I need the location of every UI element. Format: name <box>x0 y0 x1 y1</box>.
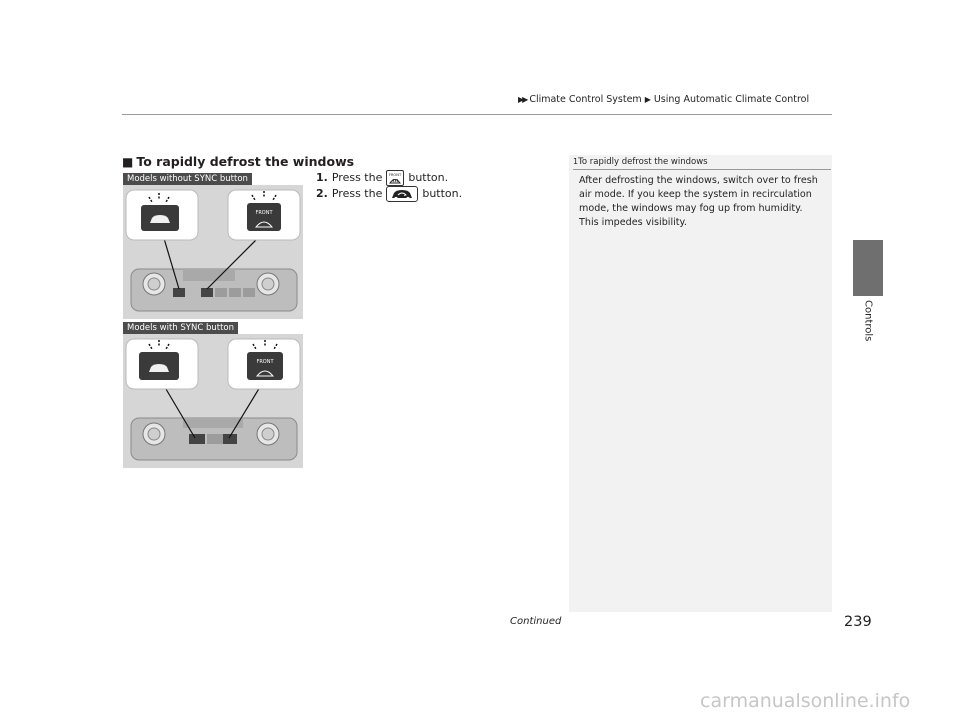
note-title: 1To rapidly defrost the windows <box>573 157 708 167</box>
chapter-tab-label: Controls <box>862 300 874 342</box>
figure-with-sync <box>123 334 303 468</box>
breadcrumb-arrow-icon: ▶▶ <box>518 95 527 104</box>
note-marker-icon: 1 <box>573 157 579 166</box>
breadcrumb-arrow-icon: ▶ <box>644 95 651 104</box>
steps-list <box>316 170 462 202</box>
step-text-before: Press the <box>331 171 383 184</box>
breadcrumb-item-automatic[interactable]: Using Automatic Climate Control <box>653 94 810 105</box>
recirculation-button-icon <box>386 186 418 202</box>
figure-without-sync <box>123 185 303 319</box>
continued-label: Continued <box>510 616 562 627</box>
section-heading <box>122 154 354 169</box>
figure-label-with-sync: Models with SYNC button <box>123 322 238 335</box>
watermark: carmanualsonline.info <box>700 690 911 712</box>
breadcrumb-item-climate[interactable]: Climate Control System <box>529 94 642 105</box>
page-number: 239 <box>844 614 872 630</box>
heading-square-icon: ■ <box>122 155 134 169</box>
note-divider <box>573 169 831 170</box>
step-number: 1. <box>316 171 328 184</box>
step-text-after: button. <box>422 187 463 200</box>
step-2 <box>316 186 462 202</box>
step-1 <box>316 170 462 186</box>
step-text-after: button. <box>408 171 449 184</box>
figure-label-without-sync: Models without SYNC button <box>123 173 252 186</box>
header-divider <box>122 114 832 115</box>
front-defrost-button-icon <box>386 170 404 186</box>
breadcrumb <box>518 94 809 105</box>
svg-text:FRONT: FRONT <box>255 210 273 216</box>
note-body: After defrosting the windows, switch over to fresh air mode. If you keep the system in recirculation mode, the windows may fog up from humidity. This impedes visibility. <box>579 175 818 228</box>
svg-text:FRONT: FRONT <box>256 359 274 365</box>
step-number: 2. <box>316 187 328 200</box>
svg-text:FRONT: FRONT <box>389 173 402 177</box>
step-text-before: Press the <box>331 187 383 200</box>
chapter-tab[interactable] <box>853 240 883 296</box>
section-heading-text: To rapidly defrost the windows <box>136 154 355 169</box>
